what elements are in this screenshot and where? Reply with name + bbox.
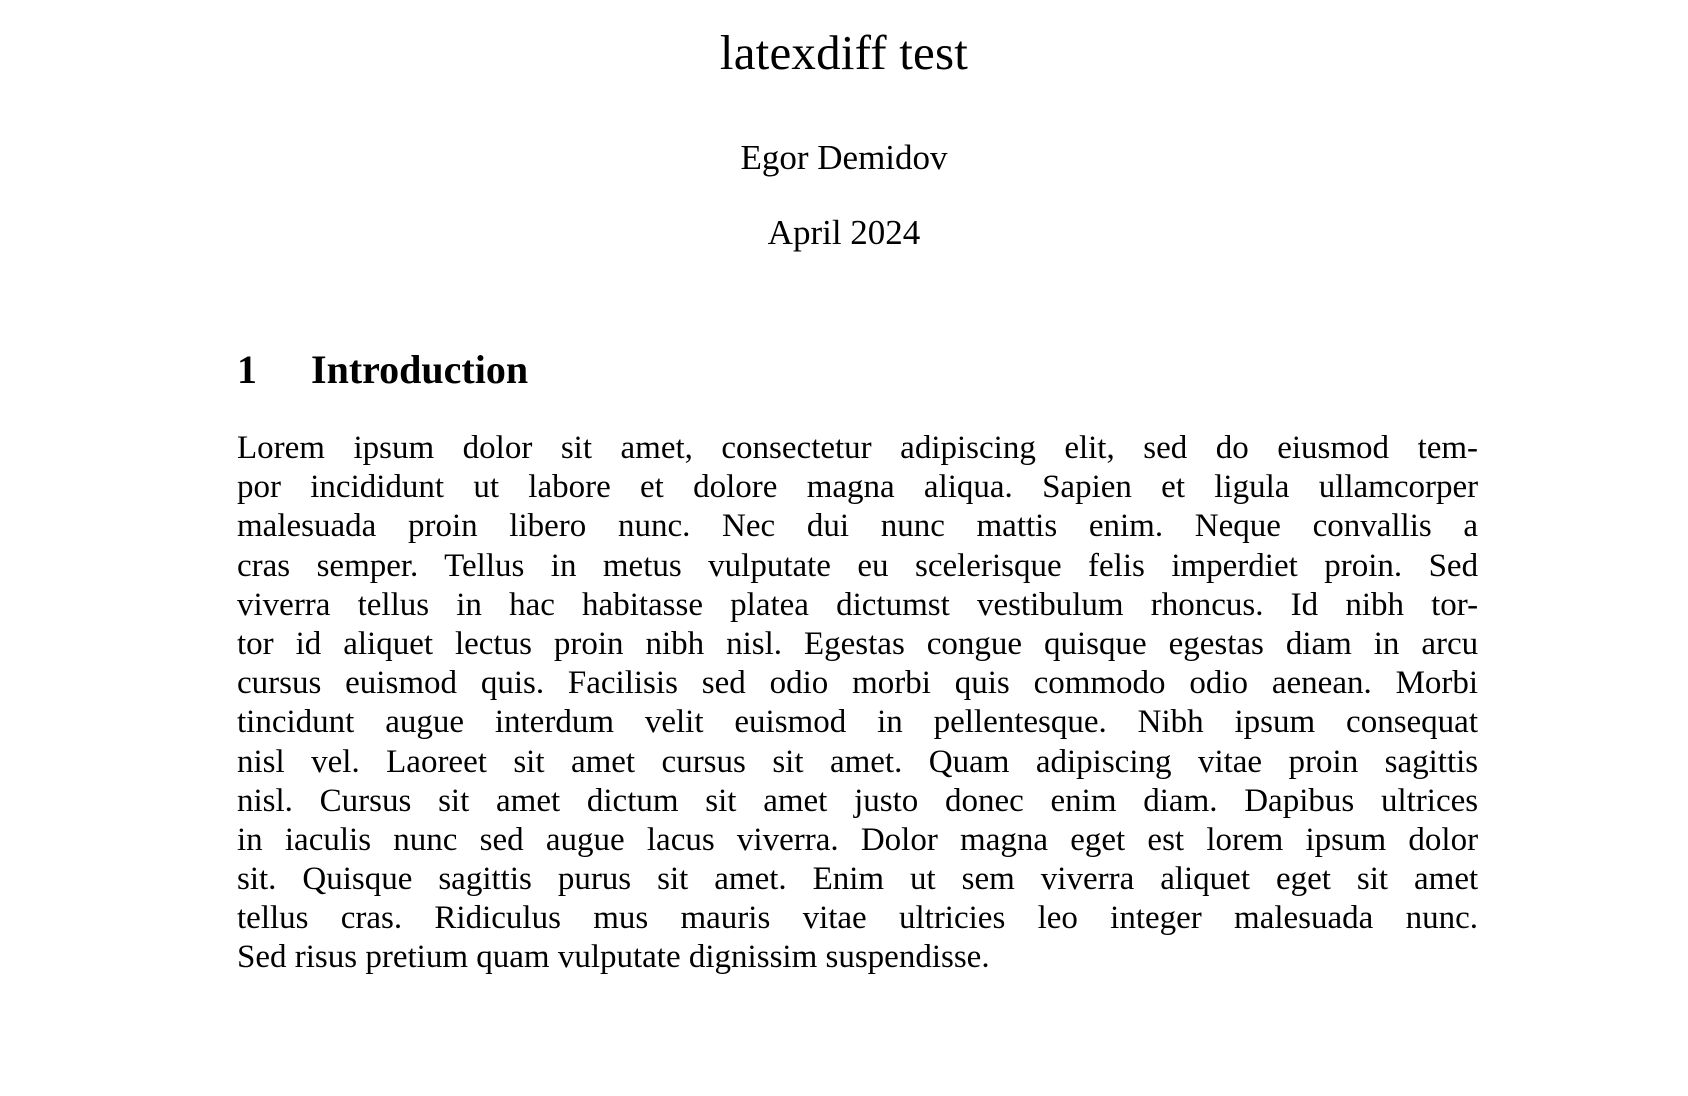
paragraph-line: nisl. Cursus sit amet dictum sit amet justo donec enim diam. Dapibus ultrices: [237, 782, 1479, 819]
paragraph-line: viverra tellus in hac habitasse platea dictumst vestibulum rhoncus. Id nibh tor-: [237, 586, 1479, 623]
document-author: Egor Demidov: [740, 138, 948, 177]
paragraph-line: sit. Quisque sagittis purus sit amet. Enim ut sem viverra aliquet eget sit amet: [237, 861, 1479, 898]
page-title: latexdiff test: [719, 25, 969, 80]
paragraph-line: tellus cras. Ridiculus mus mauris vitae ultricies leo integer malesuada nunc.: [237, 900, 1478, 937]
paragraph-line: in iaculis nunc sed augue lacus viverra. Dolor magna eget est lorem ipsum dolor: [237, 821, 1479, 858]
paragraph-line: Sed risus pretium quam vulputate dignissim suspendisse.: [237, 939, 990, 976]
paragraph-line: tor id aliquet lectus proin nibh nisl. Egestas congue quisque egestas diam in arcu: [237, 625, 1479, 662]
section-number: 1: [237, 347, 257, 392]
paragraph-line: malesuada proin libero nunc. Nec dui nunc mattis enim. Neque convallis a: [237, 508, 1479, 545]
section-title: Introduction: [311, 347, 529, 392]
title-block: [0, 0, 1688, 250]
paragraph-line: cursus euismod quis. Facilisis sed odio morbi quis commodo odio aenean. Morbi: [237, 665, 1479, 702]
paragraph-line: cras semper. Tellus in metus vulputate eu scelerisque felis imperdiet proin. Sed: [237, 547, 1479, 584]
introduction-paragraph: [237, 429, 1478, 978]
paragraph-line: nisl vel. Laoreet sit amet cursus sit amet. Quam adipiscing vitae proin sagittis: [237, 743, 1479, 780]
paragraph-line: tincidunt augue interdum velit euismod in pellentesque. Nibh ipsum consequat: [237, 704, 1478, 741]
paragraph-line: por incididunt ut labore et dolore magna aliqua. Sapien et ligula ullamcorper: [237, 469, 1479, 506]
document-date: April 2024: [767, 213, 921, 252]
section-heading: [237, 349, 528, 391]
paragraph-line: Lorem ipsum dolor sit amet, consectetur adipiscing elit, sed do eiusmod tem-: [237, 430, 1479, 466]
